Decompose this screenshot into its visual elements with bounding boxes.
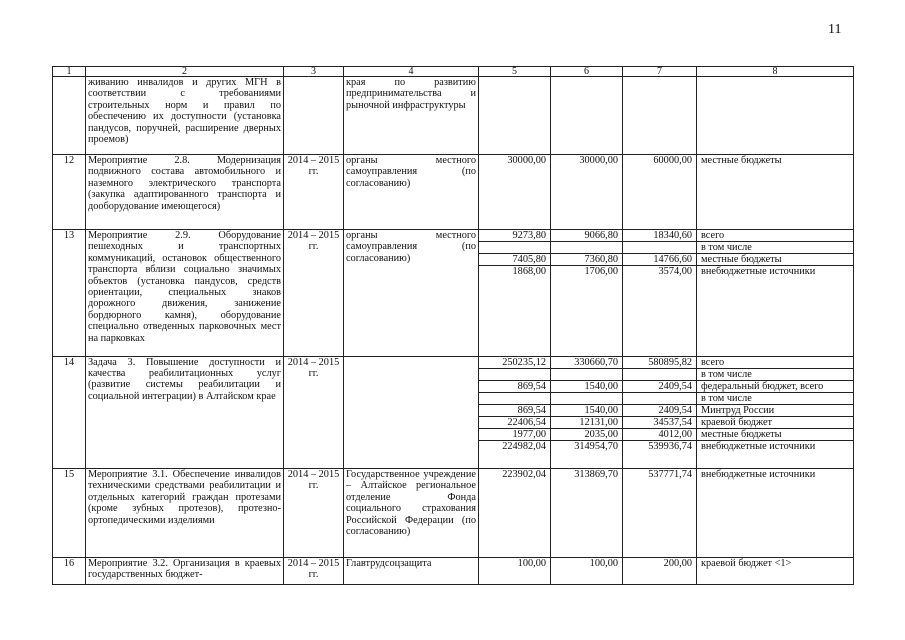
value-2015: [551, 392, 623, 404]
row-name: Задача 3. Повышение доступности и качества реабилитационных услуг (развитие системы реабилитации и социальной интеграции) в Алтайском крае: [86, 356, 284, 469]
funding-source: внебюджетные источники: [697, 440, 854, 469]
value-2015: [551, 368, 623, 380]
funding-source: в том числе: [697, 392, 854, 404]
value-2014: 250235,12: [479, 356, 551, 368]
funding-source: местные бюджеты: [697, 428, 854, 440]
row-name: Мероприятие 2.9. Оборудование пешеходных и транспортных коммуникаций, остановок общественного транспорта вблизи социально значимых объектов (установка пандусов, средств ориентации, специальных знаков дорожного движения, занижение бордюрного камня), оборудование специально отведенных парковочных мест на парковках: [86, 230, 284, 357]
table-row: [53, 230, 854, 242]
value-total: [623, 392, 697, 404]
value-total: [623, 242, 697, 254]
funding-source: в том числе: [697, 368, 854, 380]
value-2015: 1540,00: [551, 380, 623, 392]
program-table: [52, 66, 854, 585]
empty-cell: [623, 77, 697, 155]
header-cell: 3: [284, 67, 344, 77]
header-cell: 8: [697, 67, 854, 77]
row-executor: Главтрудсоцзащита: [344, 558, 479, 585]
value-2014: 1868,00: [479, 266, 551, 357]
funding-source: всего: [697, 230, 854, 242]
header-cell: 1: [53, 67, 86, 77]
row-period: 2014 – 2015 гг.: [284, 230, 344, 357]
value-2014: 869,54: [479, 404, 551, 416]
value-2014: 9273,80: [479, 230, 551, 242]
funding-source: в том числе: [697, 242, 854, 254]
row-number: 15: [53, 469, 86, 558]
row-period: 2014 – 2015 гг.: [284, 356, 344, 469]
value-total: 539936,74: [623, 440, 697, 469]
table-row: [53, 469, 854, 558]
row-period: 2014 – 2015 гг.: [284, 155, 344, 230]
row-executor: Государственное учреждение – Алтайское региональное отделение Фонда социального страхования Российской Федерации (по согласованию): [344, 469, 479, 558]
value-total: [623, 368, 697, 380]
row-executor: [344, 356, 479, 469]
row-executor: органы местного самоуправления (по согласованию): [344, 155, 479, 230]
value-2015: 9066,80: [551, 230, 623, 242]
funding-source: внебюджетные источники: [697, 266, 854, 357]
row-name: Мероприятие 3.1. Обеспечение инвалидов техническими средствами реабилитации и отдельных категорий граждан протезами (кроме зубных протезов), протезно-ортопедическими изделиями: [86, 469, 284, 558]
header-cell: 2: [86, 67, 284, 77]
empty-cell: [697, 77, 854, 155]
table-row: [53, 155, 854, 230]
funding-source: местные бюджеты: [697, 254, 854, 266]
funding-source: внебюджетные источники: [697, 469, 854, 558]
value-2015: 314954,70: [551, 440, 623, 469]
empty-cell: [551, 77, 623, 155]
continuation-row: [53, 77, 854, 155]
header-cell: 7: [623, 67, 697, 77]
value-2015: 313869,70: [551, 469, 623, 558]
header-cell: 5: [479, 67, 551, 77]
value-total: 18340,60: [623, 230, 697, 242]
value-total: 580895,82: [623, 356, 697, 368]
row-number: 14: [53, 356, 86, 469]
funding-source: федеральный бюджет, всего: [697, 380, 854, 392]
value-2015: 1540,00: [551, 404, 623, 416]
value-2014: 869,54: [479, 380, 551, 392]
row-number: 16: [53, 558, 86, 585]
value-total: 3574,00: [623, 266, 697, 357]
value-total: 4012,00: [623, 428, 697, 440]
value-2014: 100,00: [479, 558, 551, 585]
value-2015: 100,00: [551, 558, 623, 585]
value-2015: 7360,80: [551, 254, 623, 266]
value-total: 2409,54: [623, 380, 697, 392]
value-total: 537771,74: [623, 469, 697, 558]
funding-source: краевой бюджет: [697, 416, 854, 428]
value-2015: 2035,00: [551, 428, 623, 440]
row-number: 13: [53, 230, 86, 357]
row-executor: органы местного самоуправления (по согласованию): [344, 230, 479, 357]
header-row: [53, 67, 854, 77]
empty-cell: [284, 77, 344, 155]
funding-source: местные бюджеты: [697, 155, 854, 230]
table-row: [53, 558, 854, 585]
value-2014: [479, 392, 551, 404]
continuation-name: живанию инвалидов и других МГН в соответствии с требованиями строительных норм и правил по обеспечению их доступности (установка пандусов, поручней, расширение дверных проемов): [86, 77, 284, 155]
value-total: 14766,60: [623, 254, 697, 266]
value-2014: 22406,54: [479, 416, 551, 428]
value-2014: 1977,00: [479, 428, 551, 440]
empty-cell: [479, 77, 551, 155]
value-2014: 224982,04: [479, 440, 551, 469]
row-name: Мероприятие 2.8. Модернизация подвижного состава автомобильного и наземного электрического транспорта (закупка адаптированного транспорта и дооборудование имеющегося): [86, 155, 284, 230]
value-2015: 30000,00: [551, 155, 623, 230]
rows-body: [53, 155, 854, 585]
row-name: Мероприятие 3.2. Организация в краевых государственных бюджет-: [86, 558, 284, 585]
continuation-executor: края по развитию предпринимательства и рыночной инфраструктуры: [344, 77, 479, 155]
value-2014: 223902,04: [479, 469, 551, 558]
value-2015: [551, 242, 623, 254]
value-2015: 12131,00: [551, 416, 623, 428]
funding-source: краевой бюджет <1>: [697, 558, 854, 585]
page-number: 11: [828, 22, 842, 37]
row-period: 2014 – 2015 гг.: [284, 558, 344, 585]
value-2015: 330660,70: [551, 356, 623, 368]
table-row: [53, 356, 854, 368]
header-cell: 6: [551, 67, 623, 77]
value-2015: 1706,00: [551, 266, 623, 357]
value-2014: 7405,80: [479, 254, 551, 266]
value-total: 200,00: [623, 558, 697, 585]
funding-source: Минтруд России: [697, 404, 854, 416]
value-2014: 30000,00: [479, 155, 551, 230]
value-total: 34537,54: [623, 416, 697, 428]
value-2014: [479, 242, 551, 254]
row-number: 12: [53, 155, 86, 230]
header-cell: 4: [344, 67, 479, 77]
row-period: 2014 – 2015 гг.: [284, 469, 344, 558]
value-total: 2409,54: [623, 404, 697, 416]
value-total: 60000,00: [623, 155, 697, 230]
empty-cell: [53, 77, 86, 155]
funding-source: всего: [697, 356, 854, 368]
value-2014: [479, 368, 551, 380]
